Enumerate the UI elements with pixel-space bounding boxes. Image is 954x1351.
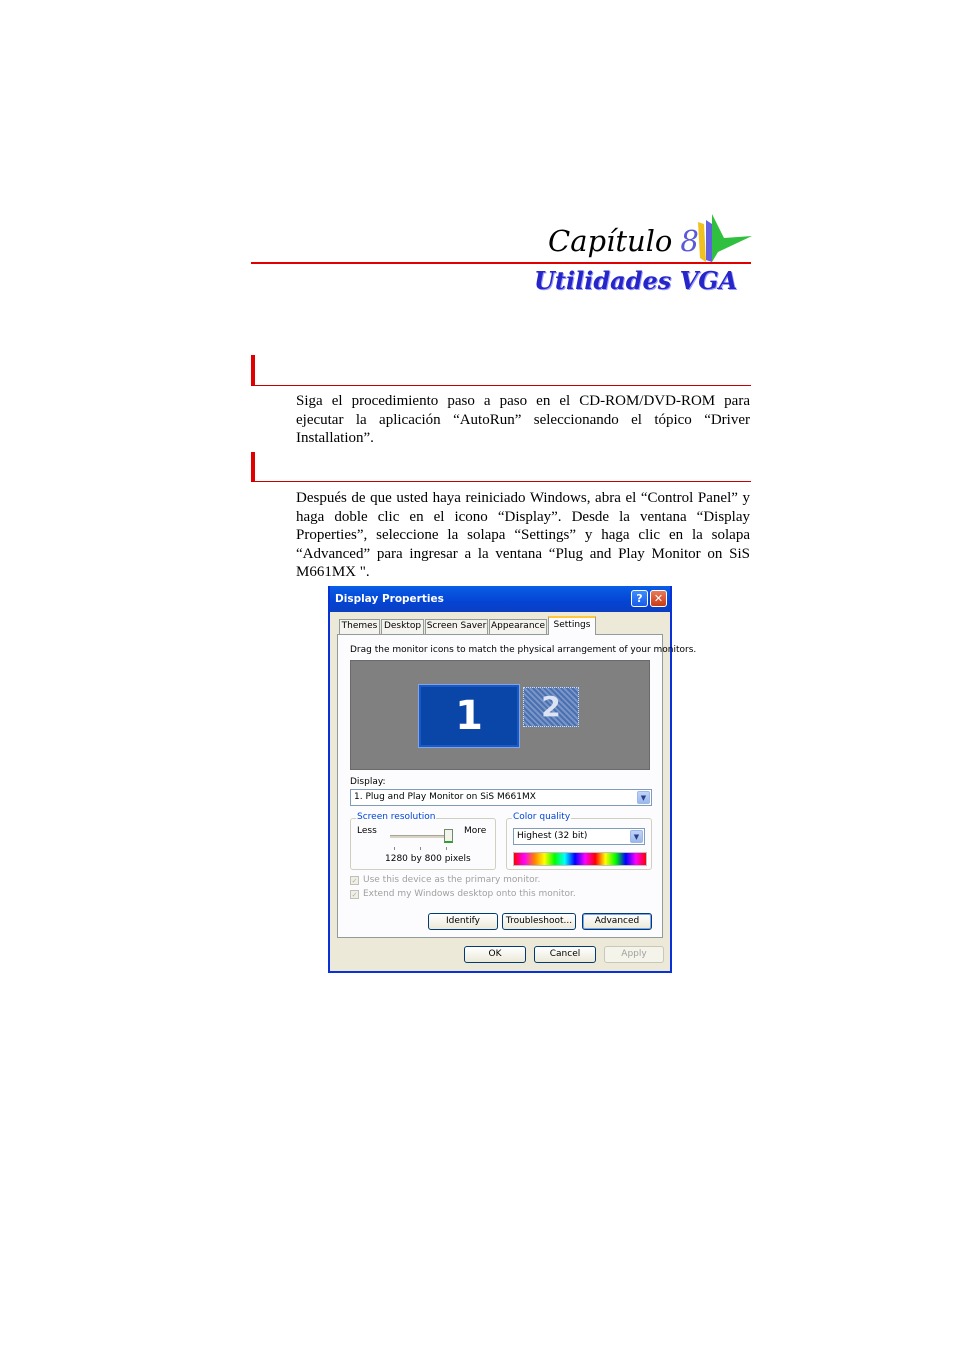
chapter-title: Utilidades VGA — [534, 266, 738, 295]
chapter-label — [548, 224, 699, 258]
slider-tick — [420, 847, 421, 850]
extend-desktop-label: Extend my Windows desktop onto this monitor. — [363, 889, 576, 899]
chevron-down-icon[interactable]: ▼ — [637, 791, 650, 804]
color-quality-label: Color quality — [513, 812, 571, 822]
identify-button[interactable]: Identify — [428, 913, 498, 930]
slider-tick — [394, 847, 395, 850]
color-spectrum-bar — [513, 852, 647, 866]
ok-button[interactable]: OK — [464, 946, 526, 963]
color-quality-select[interactable] — [513, 828, 645, 845]
paragraph-display-settings: Después de que usted haya reiniciado Windows, abra el “Control Panel” y haga doble clic en el icono “Display”. Desde la ventana “Display Properties”, seleccione la solapa “Settings” y haga clic en la solapa “Advanced” para ingresar a la ventana “Plug and Play Monitor on SiS M661MX ". — [296, 490, 750, 580]
resolution-slider-track — [390, 835, 448, 838]
primary-monitor-checkbox[interactable]: ✓ — [351, 877, 358, 885]
tab-appearance[interactable]: Appearance — [489, 619, 547, 634]
screen-resolution-label: Screen resolution — [357, 812, 436, 822]
cancel-button[interactable]: Cancel — [534, 946, 596, 963]
close-button[interactable]: ✕ — [650, 590, 667, 607]
tab-desktop[interactable]: Desktop — [381, 619, 424, 634]
tab-screen-saver[interactable]: Screen Saver — [425, 619, 488, 634]
section-rule — [251, 385, 751, 386]
apply-button[interactable]: Apply — [604, 946, 664, 963]
resolution-value: 1280 by 800 pixels — [385, 854, 471, 864]
monitor-2-icon[interactable]: 2 — [523, 687, 579, 727]
chapter-word: Capítulo — [548, 224, 673, 258]
chevron-down-icon[interactable]: ▼ — [630, 830, 643, 843]
display-select[interactable] — [350, 789, 652, 806]
display-label: Display: — [350, 777, 386, 787]
display-select-value: 1. Plug and Play Monitor on SiS M661MX — [354, 792, 536, 802]
tab-themes[interactable]: Themes — [339, 619, 380, 634]
chapter-number: 8 — [680, 224, 699, 258]
section-marker — [251, 355, 255, 385]
slider-tick — [446, 847, 447, 850]
chapter-logo-icon — [694, 212, 754, 264]
paragraph-driver-installation: Siga el procedimiento paso a paso en el CD-ROM/DVD-ROM para ejecutar la aplicación “AutoRun” seleccionando el tópico “Driver Installation”. — [296, 393, 750, 446]
tab-settings[interactable]: Settings — [548, 616, 596, 635]
display-properties-dialog — [328, 586, 697, 973]
resolution-more-label: More — [464, 826, 487, 836]
chapter-rule — [251, 262, 751, 264]
color-quality-value: Highest (32 bit) — [517, 831, 588, 841]
dialog-title-bar[interactable] — [330, 586, 670, 612]
monitor-1-icon[interactable]: 1 — [419, 685, 519, 747]
instruction-text: Drag the monitor icons to match the physical arrangement of your monitors. — [350, 645, 697, 655]
resolution-less-label: Less — [357, 826, 377, 836]
advanced-button[interactable]: Advanced — [582, 913, 652, 930]
primary-monitor-label: Use this device as the primary monitor. — [363, 875, 541, 885]
troubleshoot-button[interactable]: Troubleshoot... — [502, 913, 576, 930]
dialog-title: Display Properties — [335, 593, 444, 605]
section-rule — [251, 481, 751, 482]
resolution-slider-thumb[interactable] — [444, 829, 453, 843]
help-button[interactable]: ? — [631, 590, 648, 607]
extend-desktop-checkbox[interactable]: ✓ — [351, 891, 358, 899]
section-marker — [251, 452, 255, 482]
